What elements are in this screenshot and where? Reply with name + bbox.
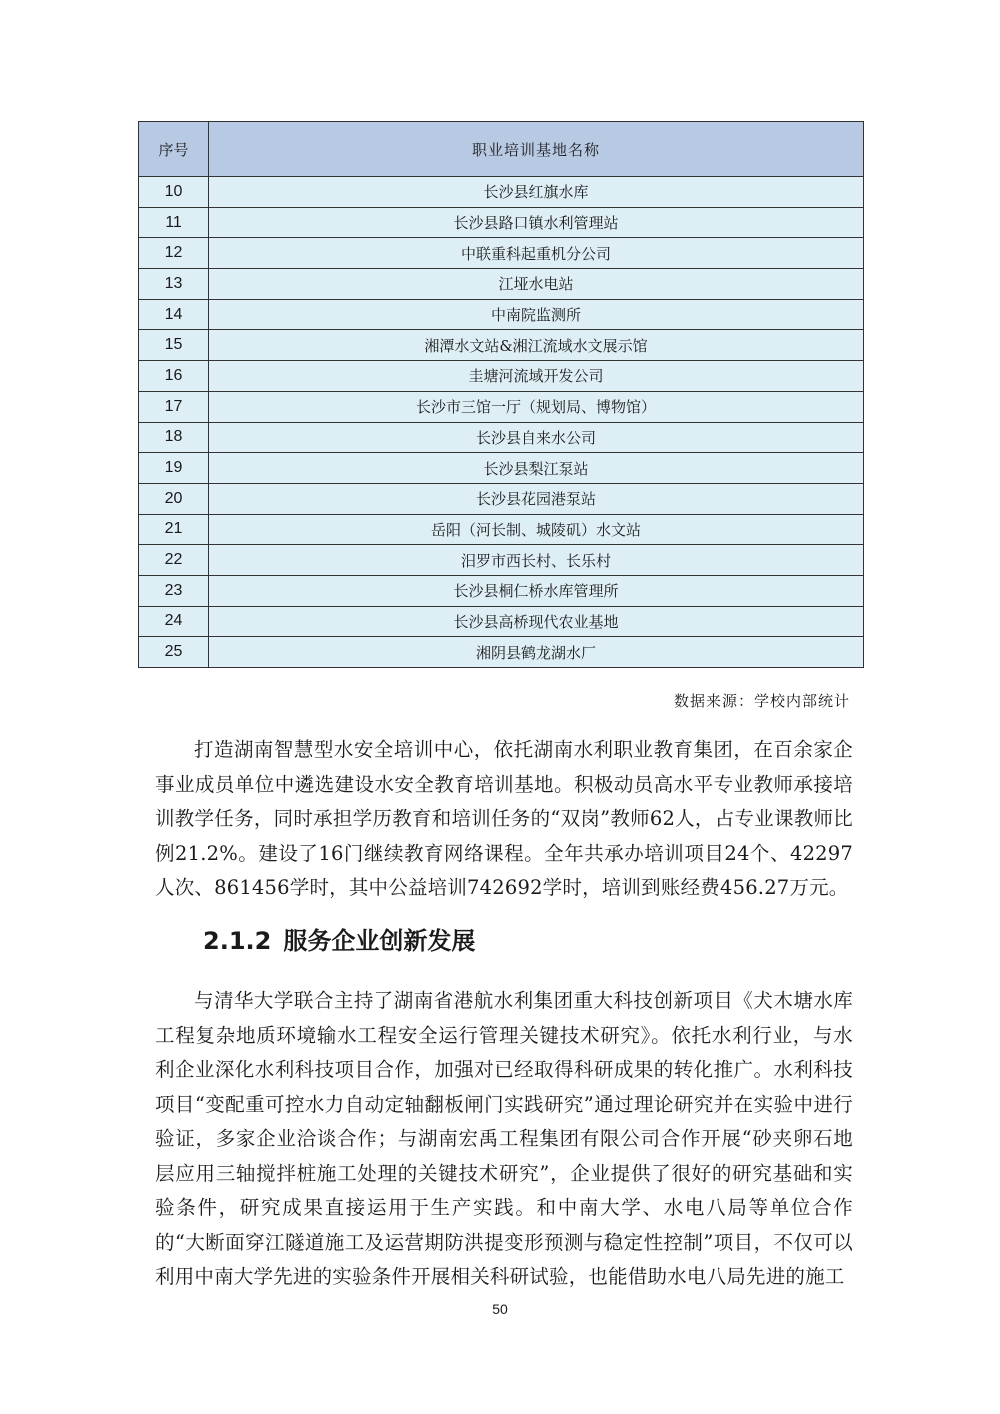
row-index-cell: 12 xyxy=(139,238,209,269)
row-base-name-cell: 江垭水电站 xyxy=(209,269,864,300)
row-base-name-cell: 汨罗市西长村、长乐村 xyxy=(209,545,864,576)
table-header-row xyxy=(139,122,864,177)
row-base-name-cell: 长沙县桐仁桥水库管理所 xyxy=(209,575,864,606)
row-index-cell: 20 xyxy=(139,483,209,514)
row-index-cell: 23 xyxy=(139,575,209,606)
table-row xyxy=(139,606,864,637)
table-row xyxy=(139,637,864,668)
row-base-name-cell: 长沙县红旗水库 xyxy=(209,177,864,208)
header-base-name: 职业培训基地名称 xyxy=(209,122,864,177)
row-base-name-cell: 岳阳（河长制、城陵矶）水文站 xyxy=(209,514,864,545)
row-index-cell: 13 xyxy=(139,269,209,300)
section-title: 服务企业创新发展 xyxy=(283,927,476,955)
row-index-cell: 21 xyxy=(139,514,209,545)
table-row xyxy=(139,514,864,545)
row-index-cell: 18 xyxy=(139,422,209,453)
table-row xyxy=(139,269,864,300)
table-row xyxy=(139,299,864,330)
section-heading xyxy=(203,921,475,956)
table-row xyxy=(139,453,864,484)
row-index-cell: 22 xyxy=(139,545,209,576)
table-source-note: 数据来源：学校内部统计 xyxy=(673,692,850,710)
row-base-name-cell: 中联重科起重机分公司 xyxy=(209,238,864,269)
row-base-name-cell: 湘潭水文站&湘江流域水文展示馆 xyxy=(209,330,864,361)
table-row xyxy=(139,483,864,514)
table-row xyxy=(139,207,864,238)
page-number: 50 xyxy=(492,1301,508,1317)
row-base-name-cell: 中南院监测所 xyxy=(209,299,864,330)
table-row xyxy=(139,330,864,361)
training-base-table-container xyxy=(138,121,864,668)
row-base-name-cell: 长沙县梨江泵站 xyxy=(209,453,864,484)
table-row xyxy=(139,361,864,392)
table-row xyxy=(139,391,864,422)
row-base-name-cell: 长沙市三馆一厅（规划局、博物馆） xyxy=(209,391,864,422)
row-index-cell: 11 xyxy=(139,207,209,238)
row-index-cell: 14 xyxy=(139,299,209,330)
table-row xyxy=(139,575,864,606)
row-index-cell: 25 xyxy=(139,637,209,668)
section-number: 2.1.2 xyxy=(203,927,272,955)
row-base-name-cell: 长沙县自来水公司 xyxy=(209,422,864,453)
row-index-cell: 15 xyxy=(139,330,209,361)
header-index: 序号 xyxy=(139,122,209,177)
training-base-table xyxy=(138,121,864,668)
table-row xyxy=(139,545,864,576)
row-base-name-cell: 湘阴县鹤龙湖水厂 xyxy=(209,637,864,668)
table-row xyxy=(139,177,864,208)
paragraph-training-center: 打造湖南智慧型水安全培训中心，依托湖南水利职业教育集团，在百余家企事业成员单位中遴选建设水安全教育培训基地。积极动员高水平专业教师承接培训教学任务，同时承担学历教育和培训任务的“双岗”教师62人，占专业课教师比例21.2%。建设了16门继续教育网络课程。全年共承办培训项目24个、42297人次、861456学时，其中公益培训742692学时，培训到账经费456.27万元。 xyxy=(155,738,853,899)
table-row xyxy=(139,238,864,269)
row-index-cell: 19 xyxy=(139,453,209,484)
paragraph-enterprise-innovation: 与清华大学联合主持了湖南省港航水利集团重大科技创新项目《犬木塘水库工程复杂地质环境输水工程安全运行管理关键技术研究》。依托水利行业，与水利企业深化水利科技项目合作，加强对已经取得科研成果的转化推广。水利科技项目“变配重可控水力自动定轴翻板闸门实践研究”通过理论研究并在实验中进行验证，多家企业洽谈合作；与湖南宏禹工程集团有限公司合作开展“砂夹卵石地层应用三轴搅拌桩施工处理的关键技术研究”，企业提供了很好的研究基础和实验条件，研究成果直接运用于生产实践。和中南大学、水电八局等单位合作的“大断面穿江隧道施工及运营期防洪提变形预测与稳定性控制”项目，不仅可以利用中南大学先进的实验条件开展相关科研试验，也能借助水电八局先进的施工 xyxy=(155,989,853,1288)
row-base-name-cell: 长沙县花园港泵站 xyxy=(209,483,864,514)
table-row xyxy=(139,422,864,453)
row-base-name-cell: 长沙县高桥现代农业基地 xyxy=(209,606,864,637)
row-index-cell: 16 xyxy=(139,361,209,392)
row-base-name-cell: 圭塘河流域开发公司 xyxy=(209,361,864,392)
row-index-cell: 10 xyxy=(139,177,209,208)
row-index-cell: 24 xyxy=(139,606,209,637)
row-index-cell: 17 xyxy=(139,391,209,422)
row-base-name-cell: 长沙县路口镇水利管理站 xyxy=(209,207,864,238)
